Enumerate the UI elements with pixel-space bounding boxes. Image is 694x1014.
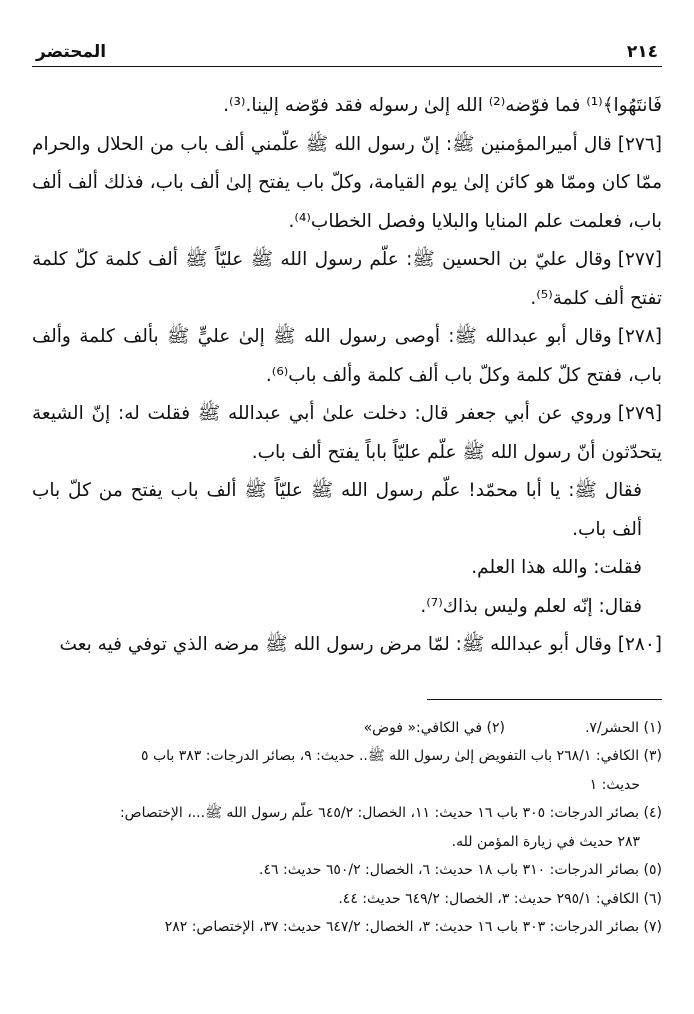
footnote-row [32, 714, 662, 743]
hadith-279 [32, 395, 662, 472]
book-page [32, 38, 662, 994]
hadith-280 [32, 626, 662, 665]
footnote-1: (١) الحشر/٧. [584, 719, 662, 736]
main-text [32, 87, 662, 665]
hadith-number: [٢٨٠] [617, 634, 662, 655]
hadith-text: وقال أبو عبدالله ﷺ: أوصى رسول الله ﷺ إلىٰ عليٍّ ﷺ بألف كلمة وألف باب، ففتح كلّ كلمة وكلّ باب ألف كلمة وألف باب⁽⁶⁾. [32, 326, 662, 386]
footnote-6: (٦) الكافي: ٢٩٥/١ حديث: ٣، الخصال: ٦٤٩/٢ حديث: ٤٤. [338, 890, 662, 907]
hadith-number: [٢٧٦] [617, 133, 662, 155]
hadith-text: قال أميرالمؤمنين ﷺ: إنّ رسول الله ﷺ علّمني ألف باب من الحلال والحرام ممّا كان وممّا هو كائن إلىٰ يوم القيامة، وكلّ باب يفتح إلىٰ ألف باب، فذلك ألف ألف باب، فعلمت علم المنايا والبلايا وفصل الخطاب⁽⁴⁾. [32, 133, 662, 232]
hadith-number: [٢٧٧] [617, 249, 662, 270]
footnote-2: (٢) في الكافي:« فوض» [363, 719, 505, 736]
hadith-text: وقال أبو عبدالله ﷺ: لمّا مرض رسول الله ﷺ مرضه الذي توفي فيه بعث [59, 634, 612, 655]
hadith-278 [32, 318, 662, 395]
running-header [32, 38, 662, 67]
footnote-7: (٧) بصائر الدرجات: ٣٠٣ باب ١٦ حديث: ٣، الخصال: ٦٤٧/٢ حديث: ٣٧، الإختصاص: ٢٨٢ [164, 919, 662, 935]
footnote-5: (٥) بصائر الدرجات: ٣١٠ باب ١٨ حديث: ٦، الخصال: ٦٥٠/٢ حديث: ٤٦. [259, 862, 662, 878]
dialogue-line: فقلت: والله هذا العلم. [471, 557, 642, 578]
paragraph-continuation: فَانتَهُوا﴾⁽¹⁾ فما فوّضه⁽²⁾ الله إلىٰ رسوله فقد فوّضه إلينا.⁽³⁾. [223, 95, 662, 116]
footnote-3-continued: حديث: ١ [589, 776, 640, 793]
hadith-276 [32, 126, 662, 242]
hadith-text: وروي عن أبي جعفر قال: دخلت علىٰ أبي عبدالله ﷺ فقلت له: إنّ الشيعة يتحدّثون أنّ رسول الله ﷺ علّم عليّاً باباً يفتح ألف باب. [32, 403, 662, 463]
footnotes [32, 714, 662, 942]
footnote-divider [427, 699, 662, 700]
hadith-text: وقال عليّ بن الحسين ﷺ: علّم رسول الله ﷺ عليّاً ﷺ ألف كلمة كلّ كلمة تفتح ألف كلمة⁽⁵⁾. [32, 249, 662, 309]
hadith-number: [٢٧٩] [617, 403, 662, 424]
chapter-title: المحتضر [36, 42, 107, 62]
dialogue-line: فقال: إنّه لعلم وليس بذاك⁽⁷⁾. [420, 595, 642, 617]
hadith-number: [٢٧٨] [617, 326, 662, 347]
footnote-4-continued: ٢٨٣ حديث في زيارة المؤمن لله. [451, 833, 640, 850]
page-number: ٢١٤ [626, 42, 658, 62]
footnote-3: (٣) الكافي: ٢٦٨/١ باب التفويض إلىٰ رسول الله ﷺ.. حديث: ٩، بصائر الدرجات: ٣٨٣ باب ٥ [140, 748, 662, 764]
footnote-4: (٤) بصائر الدرجات: ٣٠٥ باب ١٦ حديث: ١١، الخصال: ٦٤٥/٢ علّم رسول الله ﷺ...، الإختصاص: [119, 805, 662, 821]
dialogue-line: فقال ﷺ: يا أبا محمّد! علّم رسول الله ﷺ عليّاً ﷺ ألف باب يفتح من كلّ باب ألف باب. [32, 480, 642, 540]
hadith-277 [32, 241, 662, 318]
